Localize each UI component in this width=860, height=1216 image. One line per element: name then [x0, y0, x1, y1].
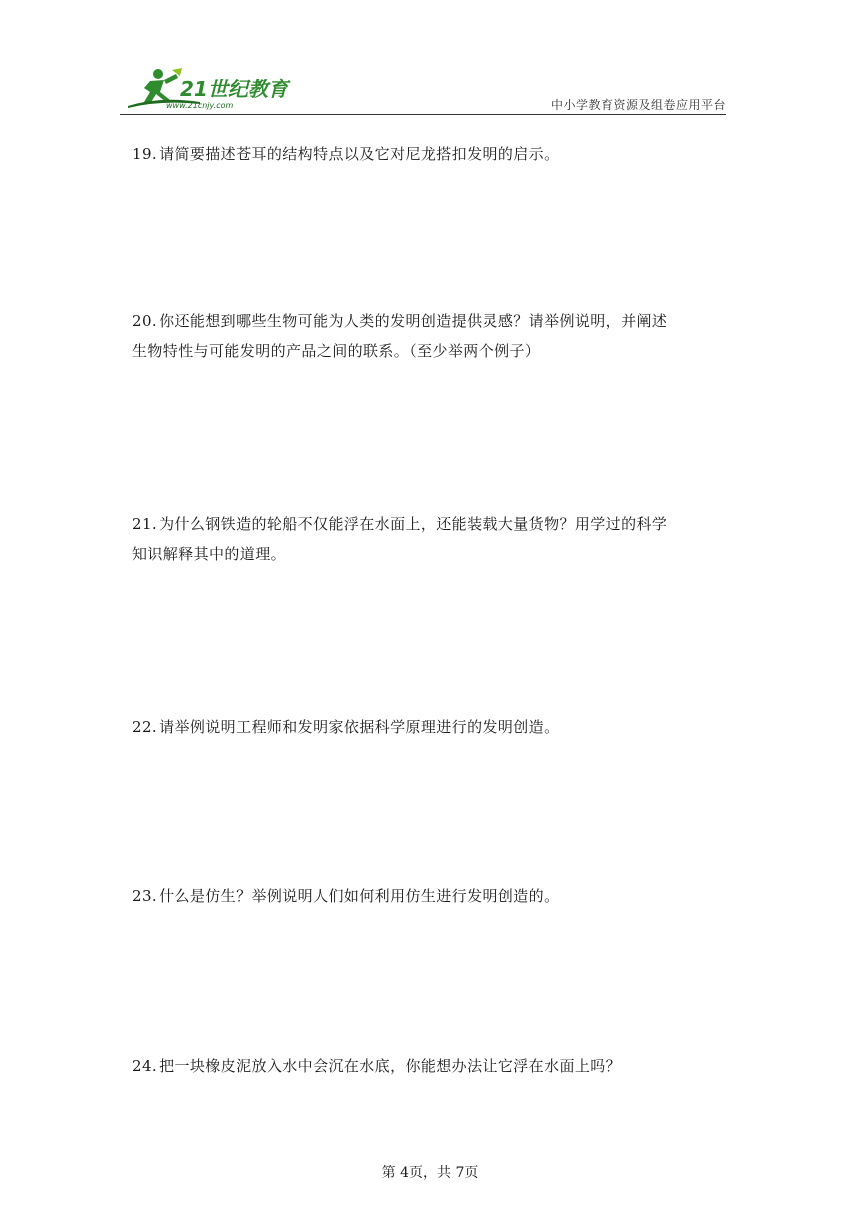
- question-text: 请举例说明工程师和发明家依据科学原理进行的发明创造。: [159, 718, 560, 736]
- question-19: [132, 139, 732, 169]
- question-22: [132, 712, 732, 742]
- question-text: 什么是仿生？举例说明人们如何利用仿生进行发明创造的。: [159, 887, 560, 905]
- question-number: 19.: [132, 145, 158, 163]
- question-text: 请简要描述苍耳的结构特点以及它对尼龙搭扣发明的启示。: [159, 145, 560, 163]
- page-footer: 第 4页，共 7页: [381, 1165, 479, 1181]
- question-number: 21.: [132, 515, 158, 533]
- question-number: 23.: [132, 887, 158, 905]
- header-divider: [120, 114, 726, 115]
- question-20: [132, 306, 732, 366]
- question-number: 20.: [132, 312, 158, 330]
- platform-label: 中小学教育资源及组卷应用平台: [550, 98, 726, 112]
- logo-url: www.21cnjy.com: [166, 101, 234, 110]
- question-text-line2: 生物特性与可能发明的产品之间的联系。（至少举两个例子）: [132, 342, 541, 360]
- question-text-line1: 你还能想到哪些生物可能为人类的发明创造提供灵感？请举例说明，并阐述: [159, 312, 668, 330]
- question-23: [132, 881, 732, 911]
- page-header: [120, 62, 726, 116]
- question-24: [132, 1051, 732, 1081]
- logo-21cnjy: [120, 62, 300, 116]
- question-text-line1: 为什么钢铁造的轮船不仅能浮在水面上，还能装载大量货物？用学过的科学: [159, 515, 668, 533]
- question-text-line2: 知识解释其中的道理。: [132, 545, 287, 563]
- question-21: [132, 509, 732, 569]
- question-number: 22.: [132, 718, 158, 736]
- question-number: 24.: [132, 1057, 158, 1075]
- question-text: 把一块橡皮泥放入水中会沉在水底，你能想办法让它浮在水面上吗？: [159, 1057, 622, 1075]
- logo-text: 21世纪教育: [180, 77, 288, 101]
